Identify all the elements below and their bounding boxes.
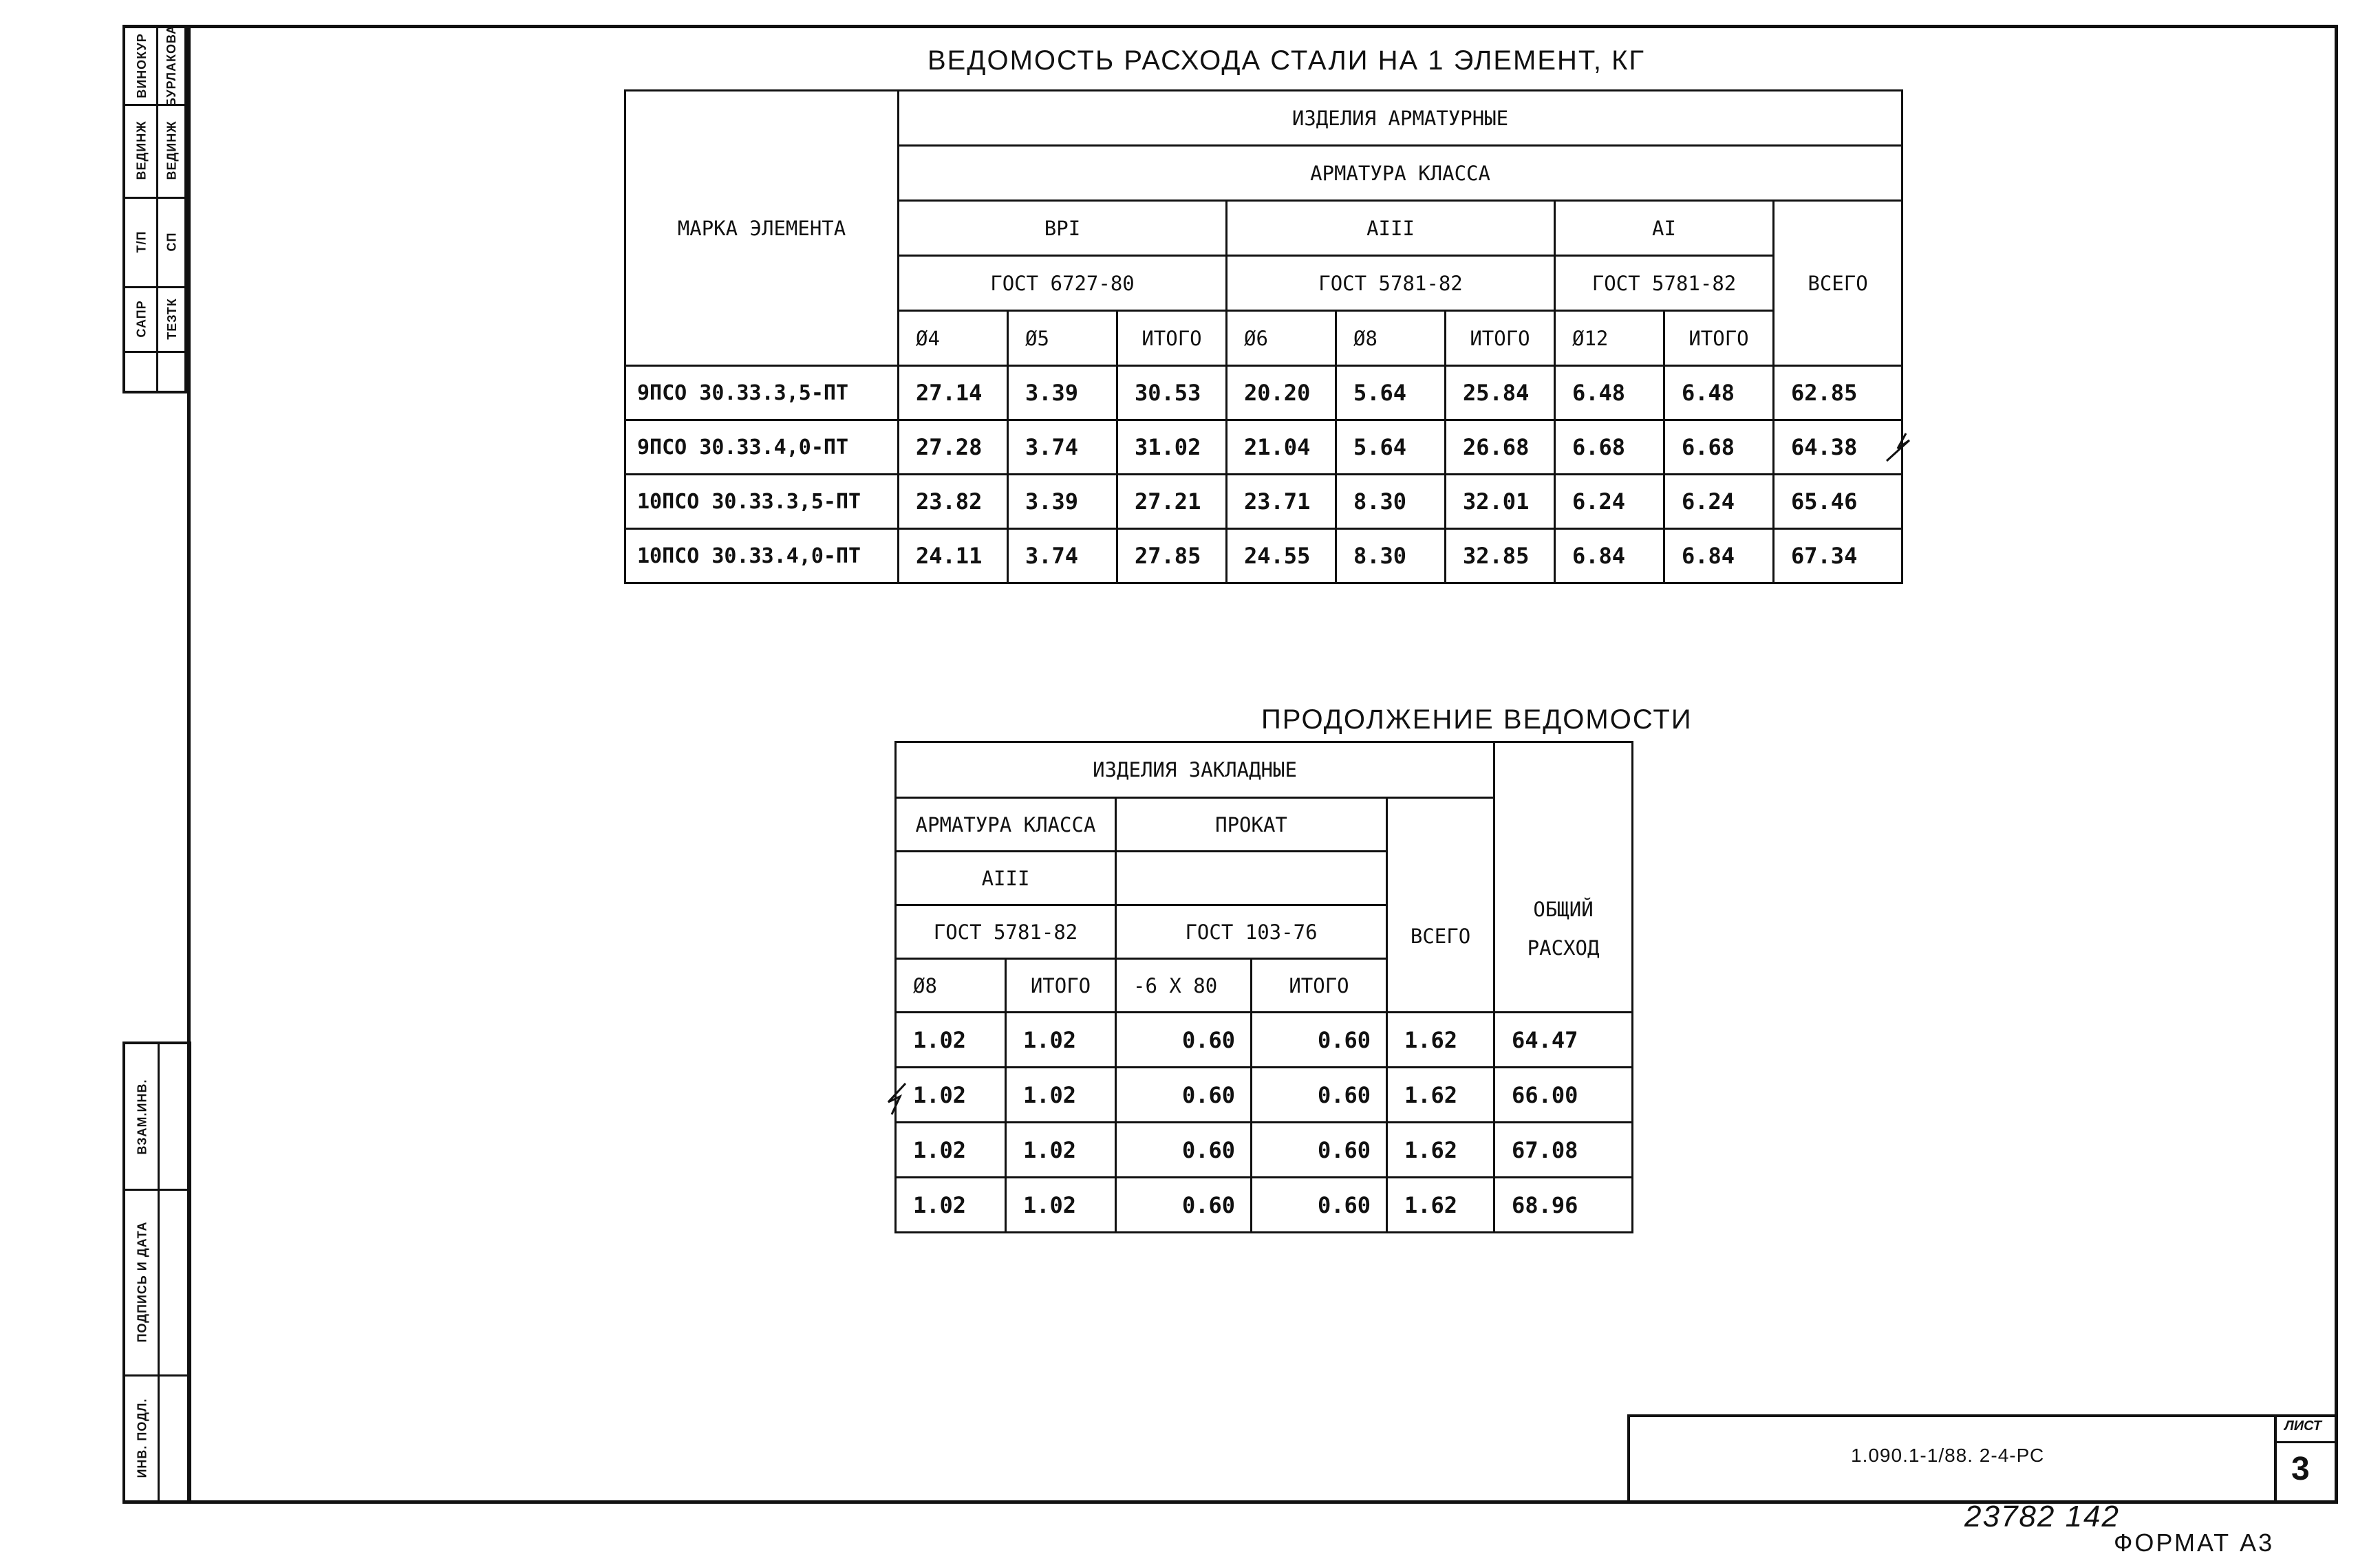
table-cell: 27.21 bbox=[1117, 475, 1227, 529]
table-cell: 64.38 bbox=[1774, 420, 1902, 475]
table-cell: 68.96 bbox=[1494, 1178, 1633, 1233]
approval-stamp-strip bbox=[122, 25, 187, 393]
table-cell: 1.02 bbox=[1006, 1178, 1116, 1233]
table-cell: 27.14 bbox=[899, 366, 1008, 420]
header-sub: ИТОГО bbox=[1664, 311, 1774, 366]
table-cell: 6.68 bbox=[1664, 420, 1774, 475]
table-cell: 65.46 bbox=[1774, 475, 1902, 529]
stamp-vinokur: ВИНОКУР bbox=[134, 33, 149, 98]
document-code: 1.090.1-1/88. 2-4-РС bbox=[1851, 1445, 2045, 1466]
table-cell: 1.02 bbox=[1006, 1123, 1116, 1178]
table-cell: 6.48 bbox=[1555, 366, 1664, 420]
stamp-tp: Т/П bbox=[134, 230, 149, 252]
stamp-inv-podl: ИНВ. ПОДЛ. bbox=[135, 1397, 149, 1478]
table-cell: 62.85 bbox=[1774, 366, 1902, 420]
table-cell: 0.60 bbox=[1252, 1013, 1387, 1068]
t2-header-prokat: ПРОКАТ bbox=[1116, 798, 1387, 852]
table-cell: 3.39 bbox=[1008, 366, 1117, 420]
table-cell: 0.60 bbox=[1252, 1178, 1387, 1233]
table-cell: 6.24 bbox=[1555, 475, 1664, 529]
header-class-a3: АIII bbox=[1227, 201, 1555, 256]
table-cell: 8.30 bbox=[1336, 529, 1446, 583]
table-cell: 23.82 bbox=[899, 475, 1008, 529]
table-cell: 67.34 bbox=[1774, 529, 1902, 583]
stamp-burlakova: БУРЛАКОВА bbox=[164, 24, 179, 107]
header-class-vr1: ВРI bbox=[899, 201, 1227, 256]
handwritten-archive-number: 23782 142 bbox=[1964, 1500, 2120, 1533]
table-cell: 5.64 bbox=[1336, 420, 1446, 475]
stamp-vedinzh-1: ВЕДИНЖ bbox=[134, 120, 149, 180]
table-cell: 1.02 bbox=[1006, 1068, 1116, 1123]
table-cell: 9ПСО 30.33.4,0-ПТ bbox=[625, 420, 899, 475]
table-cell: 1.02 bbox=[896, 1123, 1006, 1178]
table-cell: 3.74 bbox=[1008, 420, 1117, 475]
stamp-vedinzh-2: ВЕДИНЖ bbox=[164, 120, 179, 180]
table-cell: 31.02 bbox=[1117, 420, 1227, 475]
header-gost-1: ГОСТ 6727-80 bbox=[899, 256, 1227, 311]
title-block-divider bbox=[2274, 1441, 2338, 1443]
table-cell: 1.62 bbox=[1387, 1178, 1494, 1233]
header-sub: Ø8 bbox=[1336, 311, 1446, 366]
t2-header-total: ВСЕГО bbox=[1387, 798, 1494, 1013]
inventory-stamp-strip bbox=[122, 1041, 191, 1504]
table-cell: 1.02 bbox=[1006, 1013, 1116, 1068]
t2-header-gost-2: ГОСТ 103-76 bbox=[1116, 905, 1387, 959]
t2-header-gost-1: ГОСТ 5781-82 bbox=[896, 905, 1116, 959]
table-cell: 6.48 bbox=[1664, 366, 1774, 420]
t2-header-class: АIII bbox=[896, 852, 1116, 905]
stamp-sapr: САПР bbox=[134, 299, 149, 338]
table-cell: 23.71 bbox=[1227, 475, 1336, 529]
t2-header-group: ИЗДЕЛИЯ ЗАКЛАДНЫЕ bbox=[896, 742, 1494, 798]
table-cell: 0.60 bbox=[1116, 1068, 1252, 1123]
table-cell: 0.60 bbox=[1116, 1013, 1252, 1068]
table-cell: 0.60 bbox=[1252, 1123, 1387, 1178]
table-cell: 8.30 bbox=[1336, 475, 1446, 529]
break-mark-icon bbox=[1885, 427, 1913, 468]
table-cell: 32.85 bbox=[1446, 529, 1555, 583]
table-cell: 25.84 bbox=[1446, 366, 1555, 420]
header-gost-2: ГОСТ 5781-82 bbox=[1227, 256, 1555, 311]
table-cell: 6.84 bbox=[1664, 529, 1774, 583]
table-cell: 66.00 bbox=[1494, 1068, 1633, 1123]
t2-header-sub: ИТОГО bbox=[1006, 959, 1116, 1013]
header-sub: ИТОГО bbox=[1117, 311, 1227, 366]
table-cell: 24.11 bbox=[899, 529, 1008, 583]
table-cell: 3.74 bbox=[1008, 529, 1117, 583]
table2-title: ПРОДОЛЖЕНИЕ ВЕДОМОСТИ bbox=[1261, 704, 1693, 735]
t2-header-sub: Ø8 bbox=[896, 959, 1006, 1013]
sheet-number: 3 bbox=[2291, 1451, 2310, 1487]
t2-header-general bbox=[1494, 742, 1633, 1013]
table-cell: 24.55 bbox=[1227, 529, 1336, 583]
header-total: ВСЕГО bbox=[1774, 201, 1902, 366]
header-sub: Ø12 bbox=[1555, 311, 1664, 366]
table-cell: 32.01 bbox=[1446, 475, 1555, 529]
stamp-teztk: ТЕЗТК bbox=[164, 297, 179, 340]
continuation-table bbox=[894, 741, 1633, 1233]
table-cell: 0.60 bbox=[1116, 1178, 1252, 1233]
stamp-sp: СП bbox=[164, 232, 179, 251]
header-sub: ИТОГО bbox=[1446, 311, 1555, 366]
table-cell: 10ПСО 30.33.3,5-ПТ bbox=[625, 475, 899, 529]
sheet-format: ФОРМАТ А3 bbox=[2114, 1529, 2275, 1557]
table-cell: 10ПСО 30.33.4,0-ПТ bbox=[625, 529, 899, 583]
table-cell: 26.68 bbox=[1446, 420, 1555, 475]
table-cell: 67.08 bbox=[1494, 1123, 1633, 1178]
header-class-a1: АI bbox=[1555, 201, 1774, 256]
table-cell: 20.20 bbox=[1227, 366, 1336, 420]
table-cell: 0.60 bbox=[1252, 1068, 1387, 1123]
table-cell: 1.62 bbox=[1387, 1013, 1494, 1068]
header-sub: Ø6 bbox=[1227, 311, 1336, 366]
sheet-label: ЛИСТ bbox=[2284, 1418, 2322, 1434]
table-cell: 9ПСО 30.33.3,5-ПТ bbox=[625, 366, 899, 420]
stamp-vzam-inv: ВЗАМ.ИНВ. bbox=[135, 1079, 149, 1154]
stamp-podpis-data: ПОДПИСЬ И ДАТА bbox=[135, 1220, 149, 1343]
t2-header-armatura-class: АРМАТУРА КЛАССА bbox=[896, 798, 1116, 852]
table-cell: 0.60 bbox=[1116, 1123, 1252, 1178]
table-cell: 1.02 bbox=[896, 1013, 1006, 1068]
table-cell: 6.84 bbox=[1555, 529, 1664, 583]
table-cell: 1.02 bbox=[896, 1178, 1006, 1233]
header-group: ИЗДЕЛИЯ АРМАТУРНЫЕ bbox=[899, 91, 1902, 146]
t2-header-general-1: ОБЩИЙ bbox=[1533, 898, 1594, 921]
header-sub: Ø5 bbox=[1008, 311, 1117, 366]
table-cell: 30.53 bbox=[1117, 366, 1227, 420]
header-sub: Ø4 bbox=[899, 311, 1008, 366]
steel-consumption-table bbox=[624, 89, 1903, 584]
table-cell: 1.62 bbox=[1387, 1123, 1494, 1178]
t2-header-empty bbox=[1116, 852, 1387, 905]
table1-title: ВЕДОМОСТЬ РАСХОДА СТАЛИ НА 1 ЭЛЕМЕНТ, КГ bbox=[928, 45, 1646, 76]
table-cell: 5.64 bbox=[1336, 366, 1446, 420]
table-cell: 6.24 bbox=[1664, 475, 1774, 529]
header-armatura-class: АРМАТУРА КЛАССА bbox=[899, 146, 1902, 201]
t2-header-sub: -6 Х 80 bbox=[1116, 959, 1252, 1013]
t2-header-sub: ИТОГО bbox=[1252, 959, 1387, 1013]
header-gost-3: ГОСТ 5781-82 bbox=[1555, 256, 1774, 311]
table-cell: 6.68 bbox=[1555, 420, 1664, 475]
t2-header-general-2: РАСХОД bbox=[1527, 936, 1600, 960]
table-cell: 1.02 bbox=[896, 1068, 1006, 1123]
table-cell: 64.47 bbox=[1494, 1013, 1633, 1068]
table-cell: 27.85 bbox=[1117, 529, 1227, 583]
table-cell: 3.39 bbox=[1008, 475, 1117, 529]
title-block-divider bbox=[2274, 1414, 2277, 1504]
table-cell: 27.28 bbox=[899, 420, 1008, 475]
table-cell: 21.04 bbox=[1227, 420, 1336, 475]
break-mark-icon bbox=[885, 1080, 912, 1121]
header-mark: МАРКА ЭЛЕМЕНТА bbox=[625, 91, 899, 366]
table-cell: 1.62 bbox=[1387, 1068, 1494, 1123]
